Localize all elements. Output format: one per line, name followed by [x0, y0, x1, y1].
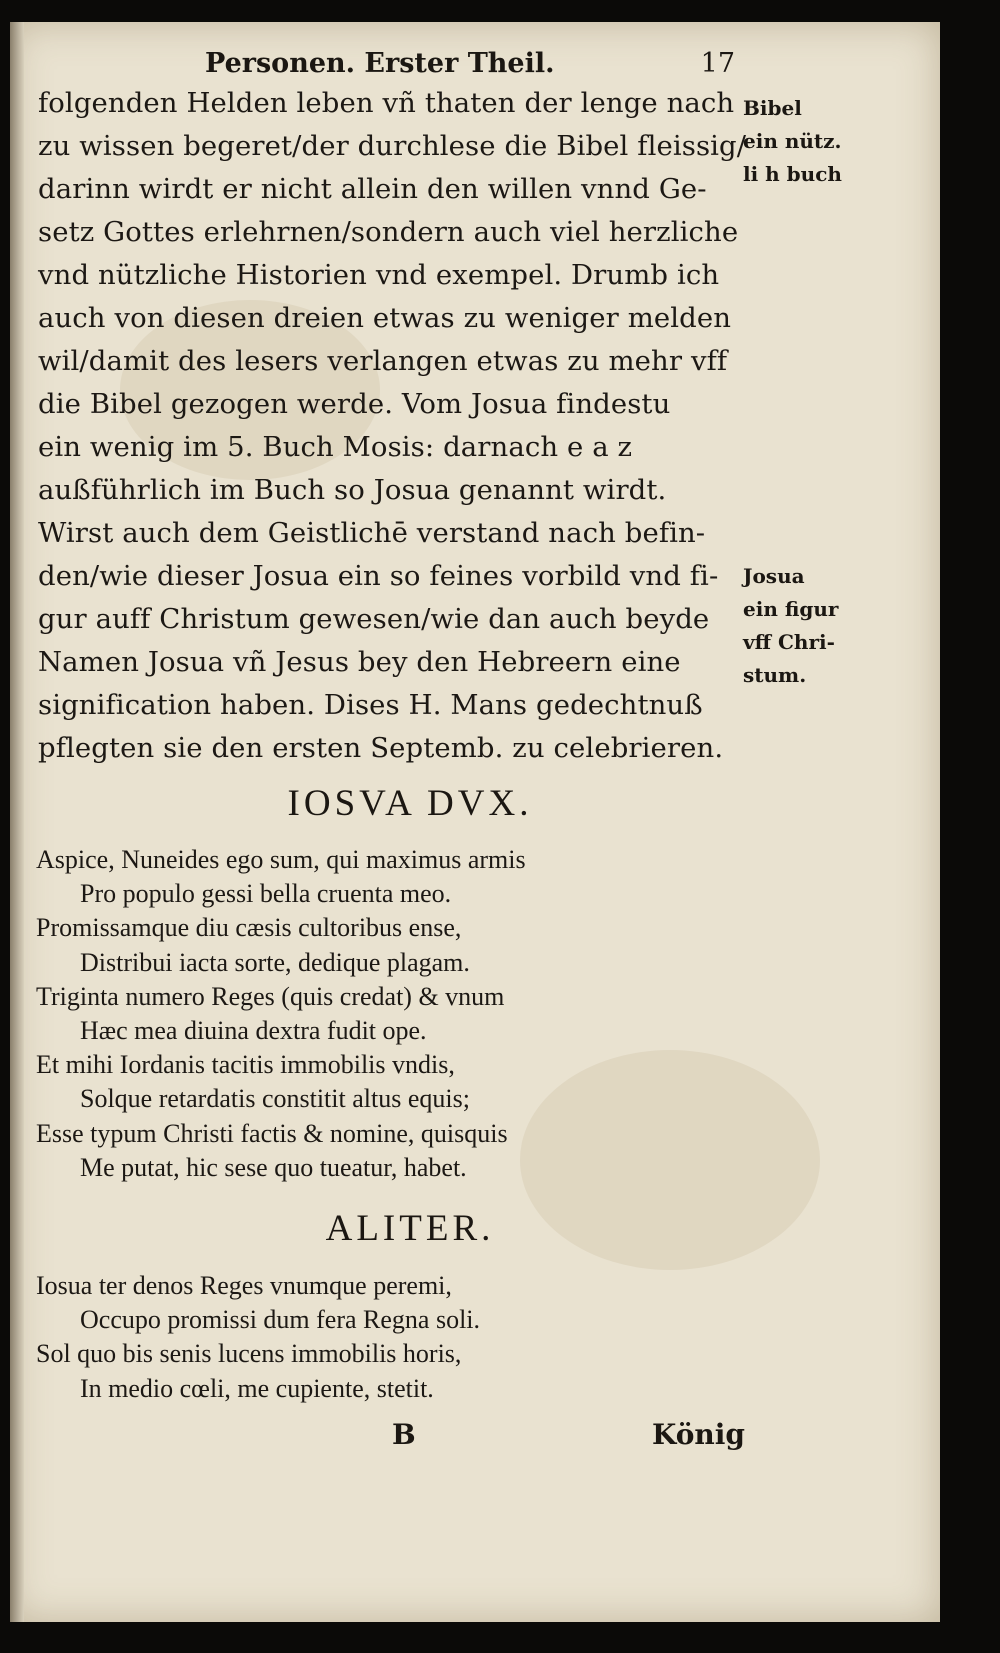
- margin-note-josua: [743, 560, 838, 692]
- margin-note-line: li h buch: [743, 162, 842, 186]
- text-line: darinn wirdt er nicht allein den willen vnnd Ge-: [38, 173, 707, 205]
- verse-line: Sol quo bis senis lucens immobilis horis,: [36, 1339, 462, 1369]
- text-line: außführlich im Buch so Josua genannt wirdt.: [38, 474, 667, 506]
- verse-line: Me putat, hic sese quo tueatur, habet.: [80, 1152, 467, 1182]
- verse-line: Solque retardatis constitit altus equis;: [80, 1084, 470, 1114]
- margin-note-line: Bibel: [743, 96, 802, 120]
- margin-note-line: ein figur: [743, 597, 839, 621]
- margin-note-line: Josua: [743, 564, 805, 588]
- catchword: König: [652, 1418, 745, 1451]
- text-line: ein wenig im 5. Buch Mosis: darnach e a z: [38, 431, 633, 463]
- running-title: Personen. Erster Theil.: [205, 48, 555, 79]
- text-line: folgenden Helden leben vñ thaten der lenge nach: [38, 87, 735, 119]
- poem-iosua-dux: [36, 843, 526, 1185]
- body-paragraph: [38, 82, 747, 770]
- verse-line: Distribui iacta sorte, dedique plagam.: [80, 947, 470, 977]
- text-line: setz Gottes erlehrnen/sondern auch viel herzliche: [38, 216, 739, 248]
- poem-title-aliter: ALITER.: [325, 1208, 495, 1249]
- verse-line: Triginta numero Reges (quis credat) & vnum: [36, 981, 505, 1011]
- margin-note-bible: [743, 92, 842, 191]
- text-line: Wirst auch dem Geistlichē verstand nach befin-: [38, 517, 706, 549]
- verse-line: Occupo promissi dum fera Regna soli.: [80, 1305, 481, 1335]
- text-line: auch von diesen dreien etwas zu weniger melden: [38, 302, 732, 334]
- verse-line: In medio cœli, me cupiente, stetit.: [80, 1373, 434, 1403]
- verse-line: Pro populo gessi bella cruenta meo.: [80, 879, 452, 909]
- text-line: vnd nützliche Historien vnd exempel. Drumb ich: [38, 259, 720, 291]
- verse-line: Aspice, Nuneides ego sum, qui maximus armis: [36, 845, 526, 874]
- text-line: die Bibel gezogen werde. Vom Josua findestu: [38, 388, 671, 420]
- text-line: zu wissen begeret/der durchlese die Bibel fleissig/: [38, 130, 747, 162]
- signature-mark: B: [392, 1418, 416, 1451]
- verse-line: Iosua ter denos Reges vnumque peremi,: [36, 1271, 452, 1300]
- verse-line: Promissamque diu cæsis cultoribus ense,: [36, 913, 462, 943]
- margin-note-line: stum.: [743, 663, 807, 687]
- text-line: pflegten sie den ersten Septemb. zu celebrieren.: [38, 732, 724, 764]
- verse-line: Et mihi Iordanis tacitis immobilis vndis,: [36, 1050, 455, 1080]
- text-line: gur auff Christum gewesen/wie dan auch beyde: [38, 603, 710, 635]
- verse-line: Hæc mea diuina dextra fudit ope.: [80, 1015, 427, 1045]
- verse-line: Esse typum Christi factis & nomine, quisquis: [36, 1118, 508, 1148]
- text-line: signification haben. Dises H. Mans gedechtnuß: [38, 689, 703, 721]
- poem-title-iosua-dux: IOSVA DVX.: [287, 783, 533, 824]
- page-number: 17: [700, 48, 735, 79]
- text-line: wil/damit des lesers verlangen etwas zu mehr vff: [38, 345, 728, 377]
- text-line: den/wie dieser Josua ein so feines vorbild vnd fi-: [38, 560, 719, 592]
- margin-note-line: vff Chri-: [743, 630, 835, 654]
- margin-note-line: ein nütz.: [743, 129, 842, 153]
- poem-aliter: [36, 1269, 480, 1406]
- text-line: Namen Josua vñ Jesus bey den Hebreern eine: [38, 646, 681, 678]
